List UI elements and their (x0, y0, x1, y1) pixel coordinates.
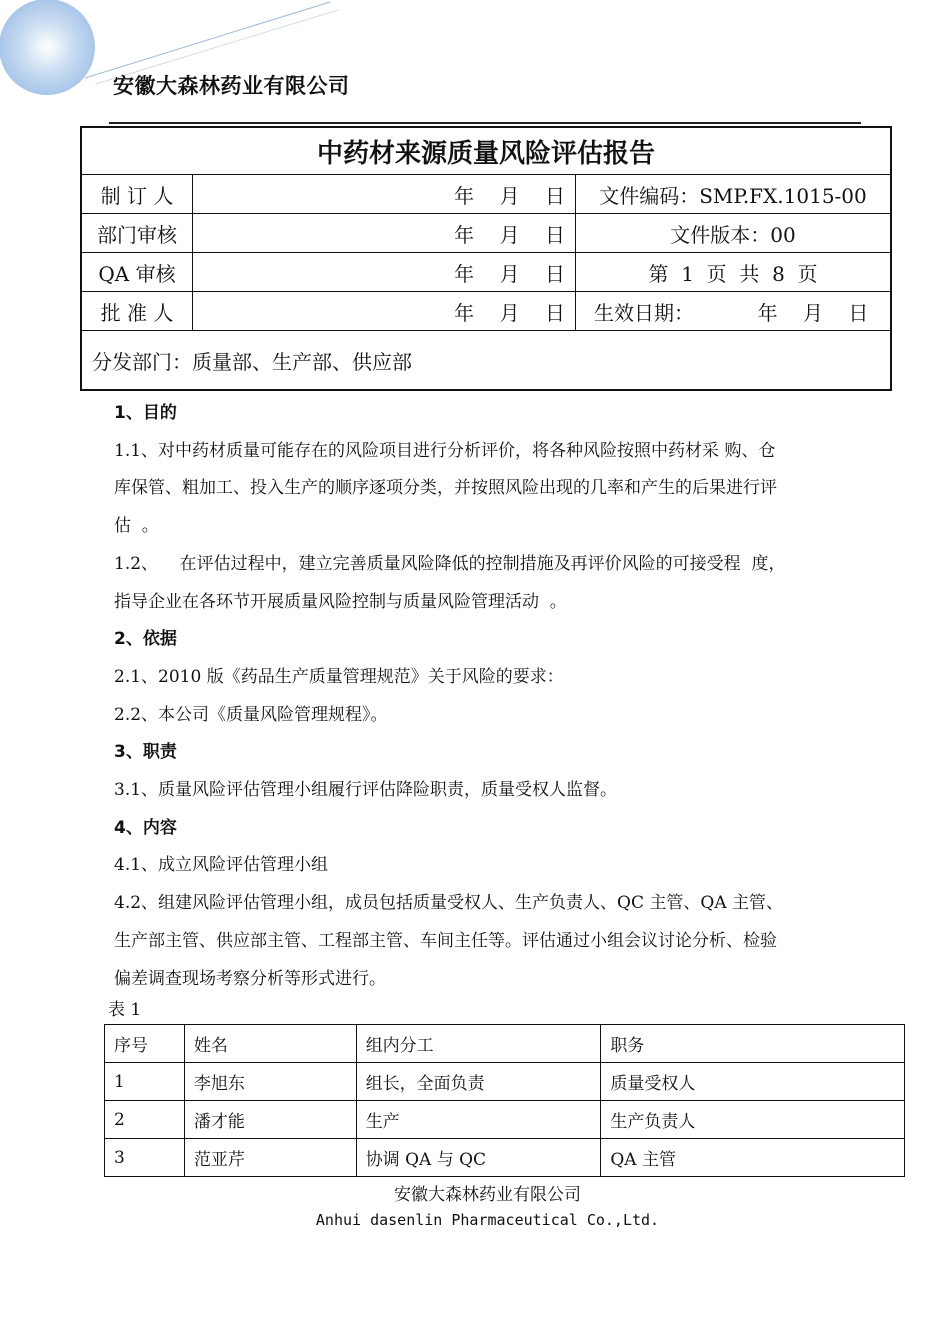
table-cell: 李旭东 (184, 1063, 356, 1101)
table-caption: 表 1 (108, 1000, 142, 1020)
table-cell: 生产负责人 (601, 1101, 905, 1139)
section-heading: 2、依据 (114, 629, 177, 650)
column-header: 组内分工 (356, 1025, 601, 1063)
control-row (81, 292, 891, 331)
page-count: 第 1 页 共 8 页 (576, 253, 892, 292)
date-cell (193, 253, 576, 292)
doc-version: 文件版本：00 (576, 214, 892, 253)
members-table (104, 1024, 905, 1177)
body-paragraph: 偏差调查现场考察分析等形式进行。 (114, 968, 386, 989)
date-text: 年 月 日 (454, 183, 565, 208)
row-label-approver: 批 准 人 (81, 292, 193, 331)
column-header: 职务 (601, 1025, 905, 1063)
table-cell: 2 (105, 1101, 185, 1139)
column-header: 序号 (105, 1025, 185, 1063)
body-paragraph: 4.1、成立风险评估管理小组 (114, 855, 329, 876)
section-heading: 1、目的 (114, 403, 177, 423)
date-text: 年 月 日 (454, 300, 565, 325)
body-paragraph: 生产部主管、供应部主管、工程部主管、车间主任等。评估通过小组会议讨论分析、检验 (114, 930, 777, 951)
table-cell: 潘才能 (184, 1101, 356, 1139)
table-cell: 协调 QA 与 QC (356, 1139, 601, 1177)
document-control-table (80, 126, 892, 391)
body-paragraph: 指导企业在各环节开展质量风险控制与质量风险管理活动 。 (114, 591, 567, 612)
table-cell: 范亚芹 (184, 1139, 356, 1177)
table-row (105, 1101, 905, 1139)
footer-company-zh: 安徽大森林药业有限公司 (394, 1185, 581, 1205)
company-name-header: 安徽大森林药业有限公司 (113, 74, 350, 98)
table-row (105, 1063, 905, 1101)
distribution-departments: 分发部门：质量部、生产部、供应部 (81, 331, 891, 391)
table-cell: 3 (105, 1139, 185, 1177)
body-paragraph: 2.2、本公司《质量风险管理规程》。 (114, 704, 388, 725)
date-cell (193, 175, 576, 214)
body-paragraph: 4.2、组建风险评估管理小组，成员包括质量受权人、生产负责人、QC 主管、QA 主管、 (114, 893, 783, 914)
table-cell: 生产 (356, 1101, 601, 1139)
column-header: 姓名 (184, 1025, 356, 1063)
table-cell: QA 主管 (601, 1139, 905, 1177)
body-paragraph: 库保管、粗加工、投入生产的顺序逐项分类，并按照风险出现的几率和产生的后果进行评 (114, 478, 777, 499)
row-label-dept-review: 部门审核 (81, 214, 193, 253)
table-cell: 组长，全面负责 (356, 1063, 601, 1101)
control-row (81, 214, 891, 253)
page-footer (0, 1180, 950, 1229)
doc-code: 文件编码：SMP.FX.1015-00 (576, 175, 892, 214)
body-paragraph: 1.2、 在评估过程中，建立完善质量风险降低的控制措施及再评价风险的可接受程 度， (114, 553, 786, 574)
date-cell (193, 292, 576, 331)
body-paragraph: 1.1、对中药材质量可能存在的风险项目进行分析评价，将各种风险按照中药材采 购、仓 (114, 440, 776, 461)
header-divider (109, 122, 861, 124)
effective-date: 生效日期： 年 月 日 (576, 292, 892, 331)
table-row (105, 1139, 905, 1177)
section-heading: 3、职责 (114, 742, 177, 763)
table-cell: 质量受权人 (601, 1063, 905, 1101)
footer-company-en: Anhui dasenlin Pharmaceutical Co.,Ltd. (315, 1211, 660, 1229)
date-text: 年 月 日 (454, 222, 565, 247)
body-paragraph: 估 。 (114, 516, 159, 537)
control-row (81, 253, 891, 292)
body-paragraph: 2.1、2010 版《药品生产质量管理规范》关于风险的要求： (114, 666, 564, 687)
row-label-qa-review: QA 审核 (81, 253, 193, 292)
section-heading: 4、内容 (114, 817, 177, 838)
report-body (114, 395, 874, 998)
table-cell: 1 (105, 1063, 185, 1101)
table-header-row (105, 1025, 905, 1063)
date-text: 年 月 日 (454, 261, 565, 286)
control-row (81, 175, 891, 214)
row-label-drafter: 制 订 人 (81, 175, 193, 214)
report-title: 中药材来源质量风险评估报告 (81, 127, 891, 175)
date-cell (193, 214, 576, 253)
decorative-corner-graphic (0, 0, 340, 120)
body-paragraph: 3.1、质量风险评估管理小组履行评估降险职责，质量受权人监督。 (114, 780, 618, 801)
